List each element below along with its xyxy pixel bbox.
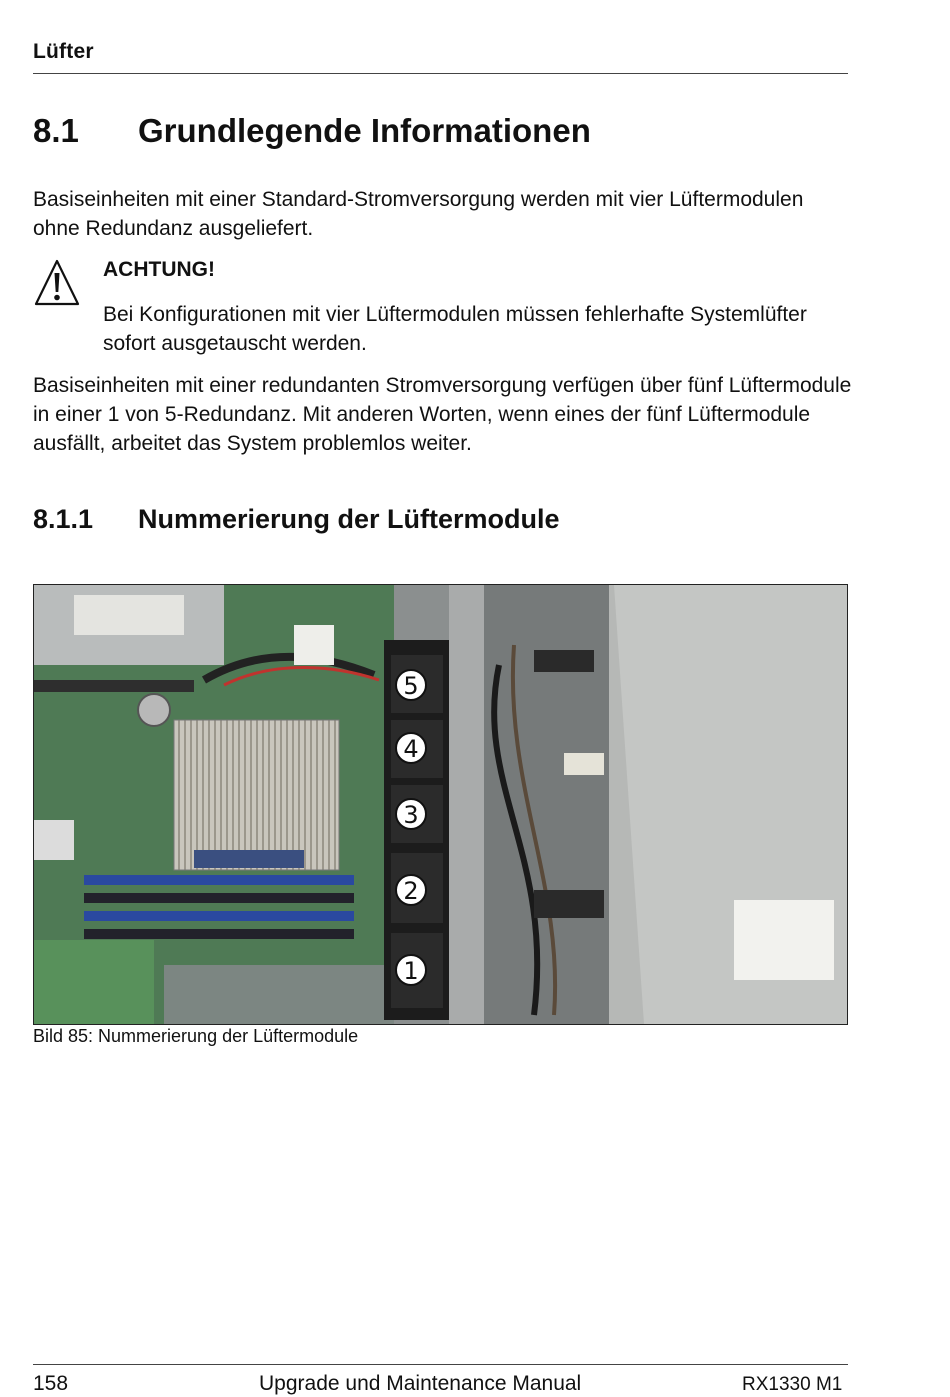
figure-caption: Bild 85: Nummerierung der Lüftermodule (33, 1026, 359, 1046)
intro-paragraph: Basiseinheiten mit einer Standard-Stromversorgung werden mit vier Lüftermodulen ohne Redundanz ausgeliefert. (33, 188, 804, 240)
section-number: 8.1 (33, 112, 79, 149)
server-interior-illustration (34, 585, 847, 1024)
header-rule (33, 73, 848, 74)
manual-title: Upgrade und Maintenance Manual (259, 1372, 582, 1395)
model-name: RX1330 M1 (742, 1374, 843, 1395)
section-title: Grundlegende Informationen (138, 112, 591, 149)
warning-triangle-icon (33, 258, 81, 308)
fan-label-2 (396, 875, 426, 905)
section-heading (33, 112, 591, 150)
cmos-battery (138, 694, 170, 726)
cpu-heatsink (174, 720, 339, 870)
svg-text:5: 5 (403, 672, 419, 700)
redundancy-paragraph: Basiseinheiten mit einer redundanten Stromversorgung verfügen über fünf Lüftermodule in einer 1 von 5-Redundanz. Mit anderen Worten, wenn eines der fünf Lüftermodule ausfällt, arbeitet das System problemlos weiter. (33, 374, 852, 455)
svg-text:3: 3 (403, 801, 419, 829)
ram-slot (84, 875, 354, 885)
subsection-number: 8.1.1 (33, 504, 94, 534)
caution-text: Bei Konfigurationen mit vier Lüftermodulen müssen fehlerhafte Systemlüfter sofort ausgetauscht werden. (103, 303, 807, 355)
fan-module-photo (33, 584, 848, 1025)
fan-label-3 (396, 799, 426, 829)
subsection-title: Nummerierung der Lüftermodule (138, 504, 560, 534)
ram-slot (84, 911, 354, 921)
svg-text:1: 1 (403, 957, 419, 985)
svg-text:2: 2 (403, 877, 419, 905)
fan-label-1 (396, 955, 426, 985)
caution-title: ACHTUNG! (103, 258, 215, 281)
fan-label-5 (396, 670, 426, 700)
fan-label-4 (396, 733, 426, 763)
svg-text:4: 4 (403, 735, 419, 763)
running-header-title: Lüfter (33, 40, 94, 63)
footer-rule (33, 1364, 848, 1365)
product-label (734, 900, 834, 980)
subsection-heading (33, 504, 560, 535)
page-number: 158 (33, 1372, 69, 1395)
